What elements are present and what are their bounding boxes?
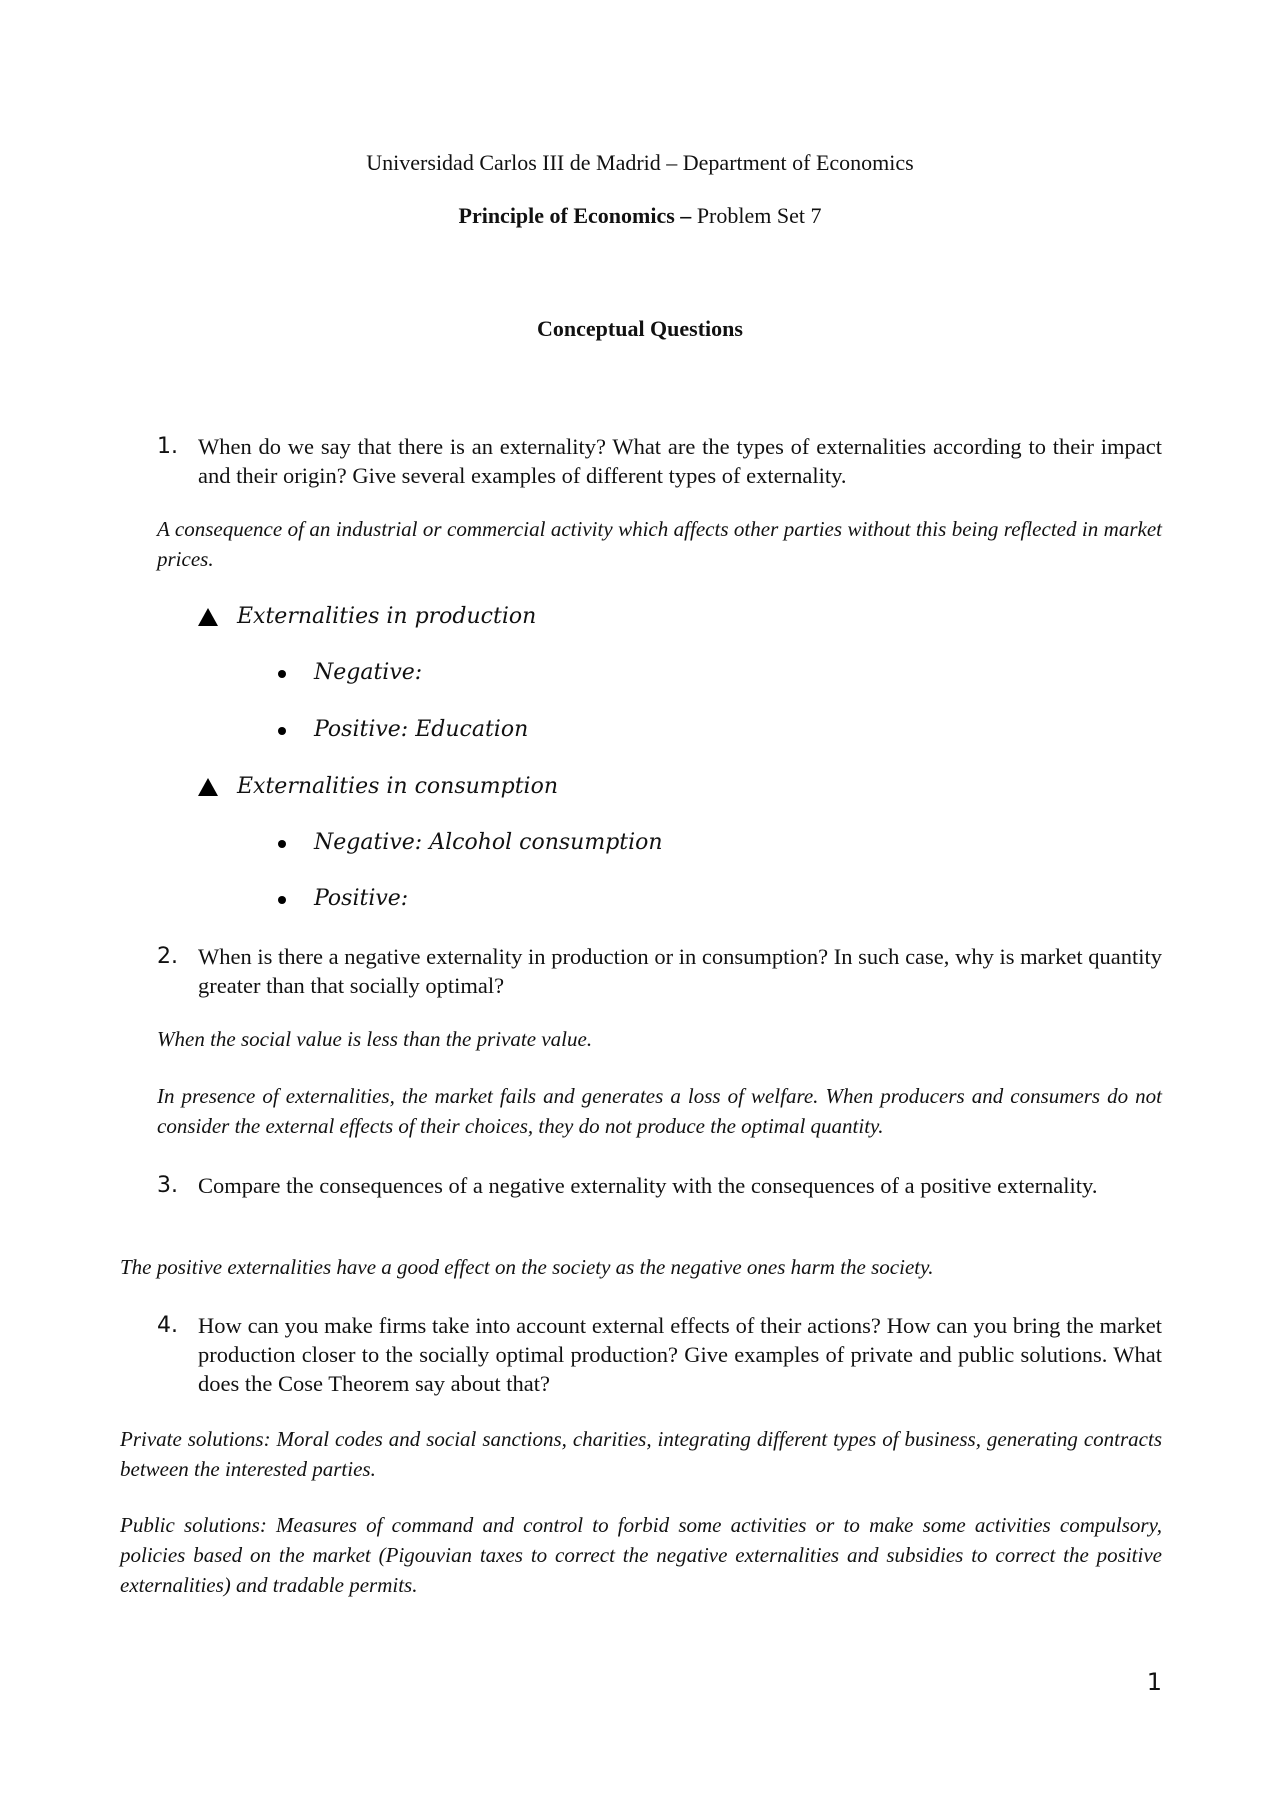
list-subitem (278, 660, 422, 685)
answer-4-public: Public solutions: Measures of command and control to forbid some activities or to make some activities compulsory, policies based on the market (Pigouvian taxes to correct the negative externalities and subsidies to correct the positive externalities) and tradable permits. (120, 1513, 1162, 1597)
answer-3: The positive externalities have a good effect on the society as the negative ones harm the society. (120, 1255, 934, 1279)
list-subitem-label: Positive: Education (314, 717, 529, 742)
question-text: Compare the consequences of a negative externality with the consequences of a positive externality. (198, 1173, 1098, 1198)
list-item-label: Externalities in production (237, 604, 537, 629)
course-title-rest: Problem Set 7 (691, 203, 822, 228)
question-text: When do we say that there is an externality? What are the types of externalities according to their impact and their origin? Give several examples of different types of externality. (198, 434, 1162, 488)
bullet-icon (278, 840, 286, 848)
list-subitem-label: Positive: (314, 886, 409, 911)
list-subitem-label: Negative: Alcohol consumption (314, 830, 663, 855)
course-title-bold: Principle of Economics – (458, 203, 692, 228)
list-subitem (278, 717, 528, 742)
question-text: When is there a negative externality in production or in consumption? In such case, why is market quantity greater than that socially optimal? (198, 944, 1162, 998)
question-number: 1. (157, 434, 178, 459)
question-1 (157, 432, 1162, 490)
list-subitem-label: Negative: (314, 660, 423, 685)
bullet-icon (278, 896, 286, 904)
page-number: 1 (1146, 1668, 1162, 1696)
question-4 (157, 1311, 1162, 1398)
question-2 (157, 942, 1162, 1000)
list-item-label: Externalities in consumption (237, 774, 559, 799)
question-number: 4. (157, 1313, 178, 1338)
bullet-icon (278, 670, 286, 678)
bullet-icon (278, 727, 286, 735)
list-item-production (198, 604, 536, 629)
institution-header: Universidad Carlos III de Madrid – Department of Economics (366, 150, 914, 175)
list-subitem (278, 886, 408, 911)
answer-1-definition: A consequence of an industrial or commercial activity which affects other parties without this being reflected in market prices. (157, 517, 1162, 571)
question-text: How can you make firms take into account external effects of their actions? How can you bring the market production closer to the socially optimal production? Give examples of private and public solutions. What does the Cose Theorem say about that? (198, 1313, 1162, 1396)
list-item-consumption (198, 774, 558, 799)
answer-4-private: Private solutions: Moral codes and social sanctions, charities, integrating different types of business, generating contracts between the interested parties. (120, 1427, 1162, 1481)
question-number: 3. (157, 1173, 178, 1198)
triangle-bullet-icon (198, 608, 218, 626)
triangle-bullet-icon (198, 778, 218, 796)
question-3 (157, 1171, 1162, 1200)
course-title (0, 203, 1280, 229)
answer-2-b: In presence of externalities, the market fails and generates a loss of welfare. When producers and consumers do not consider the external effects of their choices, they do not produce the optimal quantity. (157, 1084, 1162, 1138)
answer-2-a: When the social value is less than the private value. (157, 1027, 593, 1051)
section-title: Conceptual Questions (537, 316, 743, 341)
question-number: 2. (157, 944, 178, 969)
list-subitem (278, 830, 663, 855)
